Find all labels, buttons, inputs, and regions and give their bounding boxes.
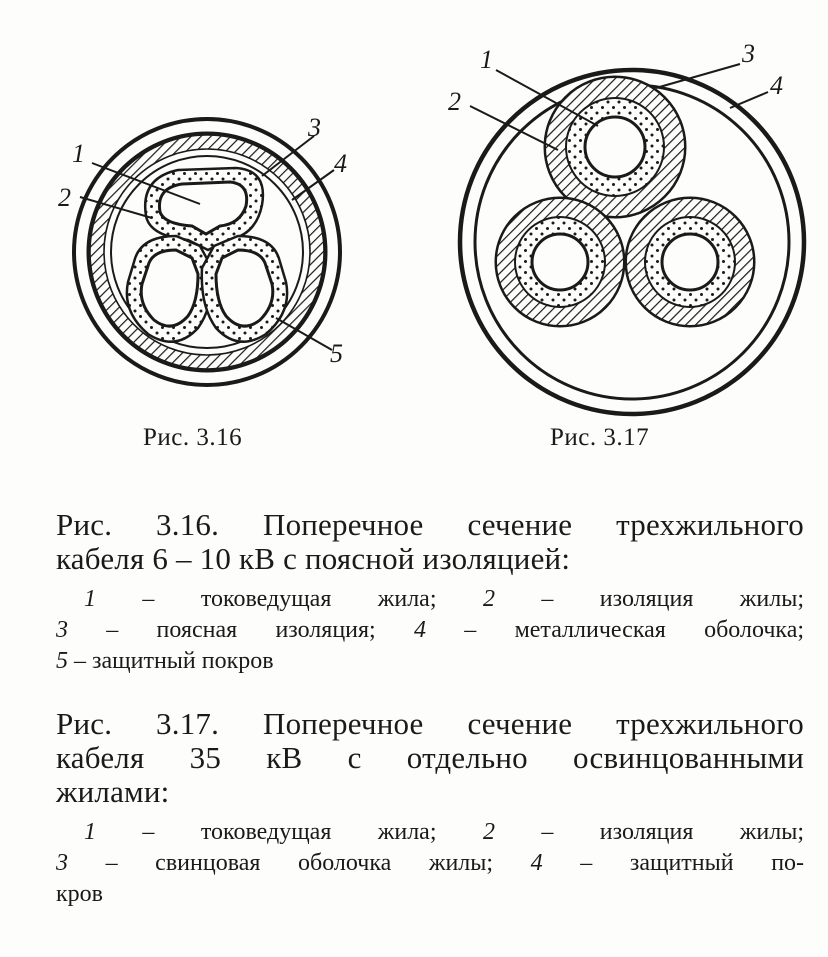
caption-3-16 xyxy=(56,508,804,677)
conductor-right xyxy=(216,250,273,326)
legend-num: 3 xyxy=(56,850,68,876)
caption-3-17-title-line1: Рис. 3.17. Поперечное сечение трехжильного xyxy=(56,706,804,741)
legend-num: 1 xyxy=(84,586,96,612)
marker-3-17-2: 2 xyxy=(448,87,461,116)
legend-3-17-line2 xyxy=(56,848,804,879)
caption-3-17 xyxy=(56,707,804,910)
marker-3-16-5: 5 xyxy=(330,339,343,368)
caption-3-16-title-line1: Рис. 3.16. Поперечное сечение трехжильного xyxy=(56,507,804,542)
legend-num: 4 xyxy=(414,617,427,643)
legend-num: 4 xyxy=(530,850,543,876)
caption-3-17-title-line3: жилами: xyxy=(56,774,170,809)
legend-text: – токоведущая жила; xyxy=(142,819,437,845)
figure-3-17-drawing xyxy=(460,64,804,414)
legend-num: 2 xyxy=(482,586,495,612)
legend-text: – токоведущая жила; xyxy=(142,586,437,612)
caption-3-17-title-line2: кабеля 35 кВ с отдельно освинцованными xyxy=(56,740,804,775)
legend-3-17-line1 xyxy=(56,817,804,848)
legend-3-16-line1 xyxy=(56,584,804,615)
legend-num: 2 xyxy=(482,819,495,845)
legend-text: – свинцовая оболочка жилы; xyxy=(105,850,494,876)
figure-label-3-16: Рис. 3.16 xyxy=(143,424,243,451)
legend-text: – поясная изоляция; xyxy=(106,617,376,643)
legend-num: 3 xyxy=(56,617,68,643)
marker-3-16-4: 4 xyxy=(334,149,347,178)
legend-text: – защитный по- xyxy=(580,850,805,876)
legend-text: – изоляция жилы; xyxy=(541,586,805,612)
core-left xyxy=(496,198,624,326)
conductor-left xyxy=(141,250,198,326)
legend-3-17-line3 xyxy=(56,879,804,910)
core-top xyxy=(545,77,685,217)
legend-3-16-line3 xyxy=(56,646,804,677)
core-right xyxy=(626,198,754,326)
marker-3-17-4: 4 xyxy=(770,71,783,100)
figure-label-3-17: Рис. 3.17 xyxy=(550,424,650,451)
marker-3-17-1: 1 xyxy=(480,45,493,74)
legend-text: – изоляция жилы; xyxy=(541,819,805,845)
legend-text: – защитный покров xyxy=(74,648,274,674)
marker-3-16-2: 2 xyxy=(58,183,71,212)
marker-3-16-1: 1 xyxy=(72,139,85,168)
caption-3-16-title-line2: кабеля 6 – 10 кВ с поясной изоляцией: xyxy=(56,541,571,576)
legend-text: кров xyxy=(56,881,103,907)
legend-3-16-line2 xyxy=(56,615,804,646)
marker-3-16-3: 3 xyxy=(308,113,321,142)
legend-num: 1 xyxy=(84,819,96,845)
legend-num: 5 xyxy=(56,648,68,674)
marker-3-17-3: 3 xyxy=(742,39,755,68)
figure-3-16-drawing xyxy=(74,119,340,385)
legend-text: – металлическая оболочка; xyxy=(464,617,805,643)
